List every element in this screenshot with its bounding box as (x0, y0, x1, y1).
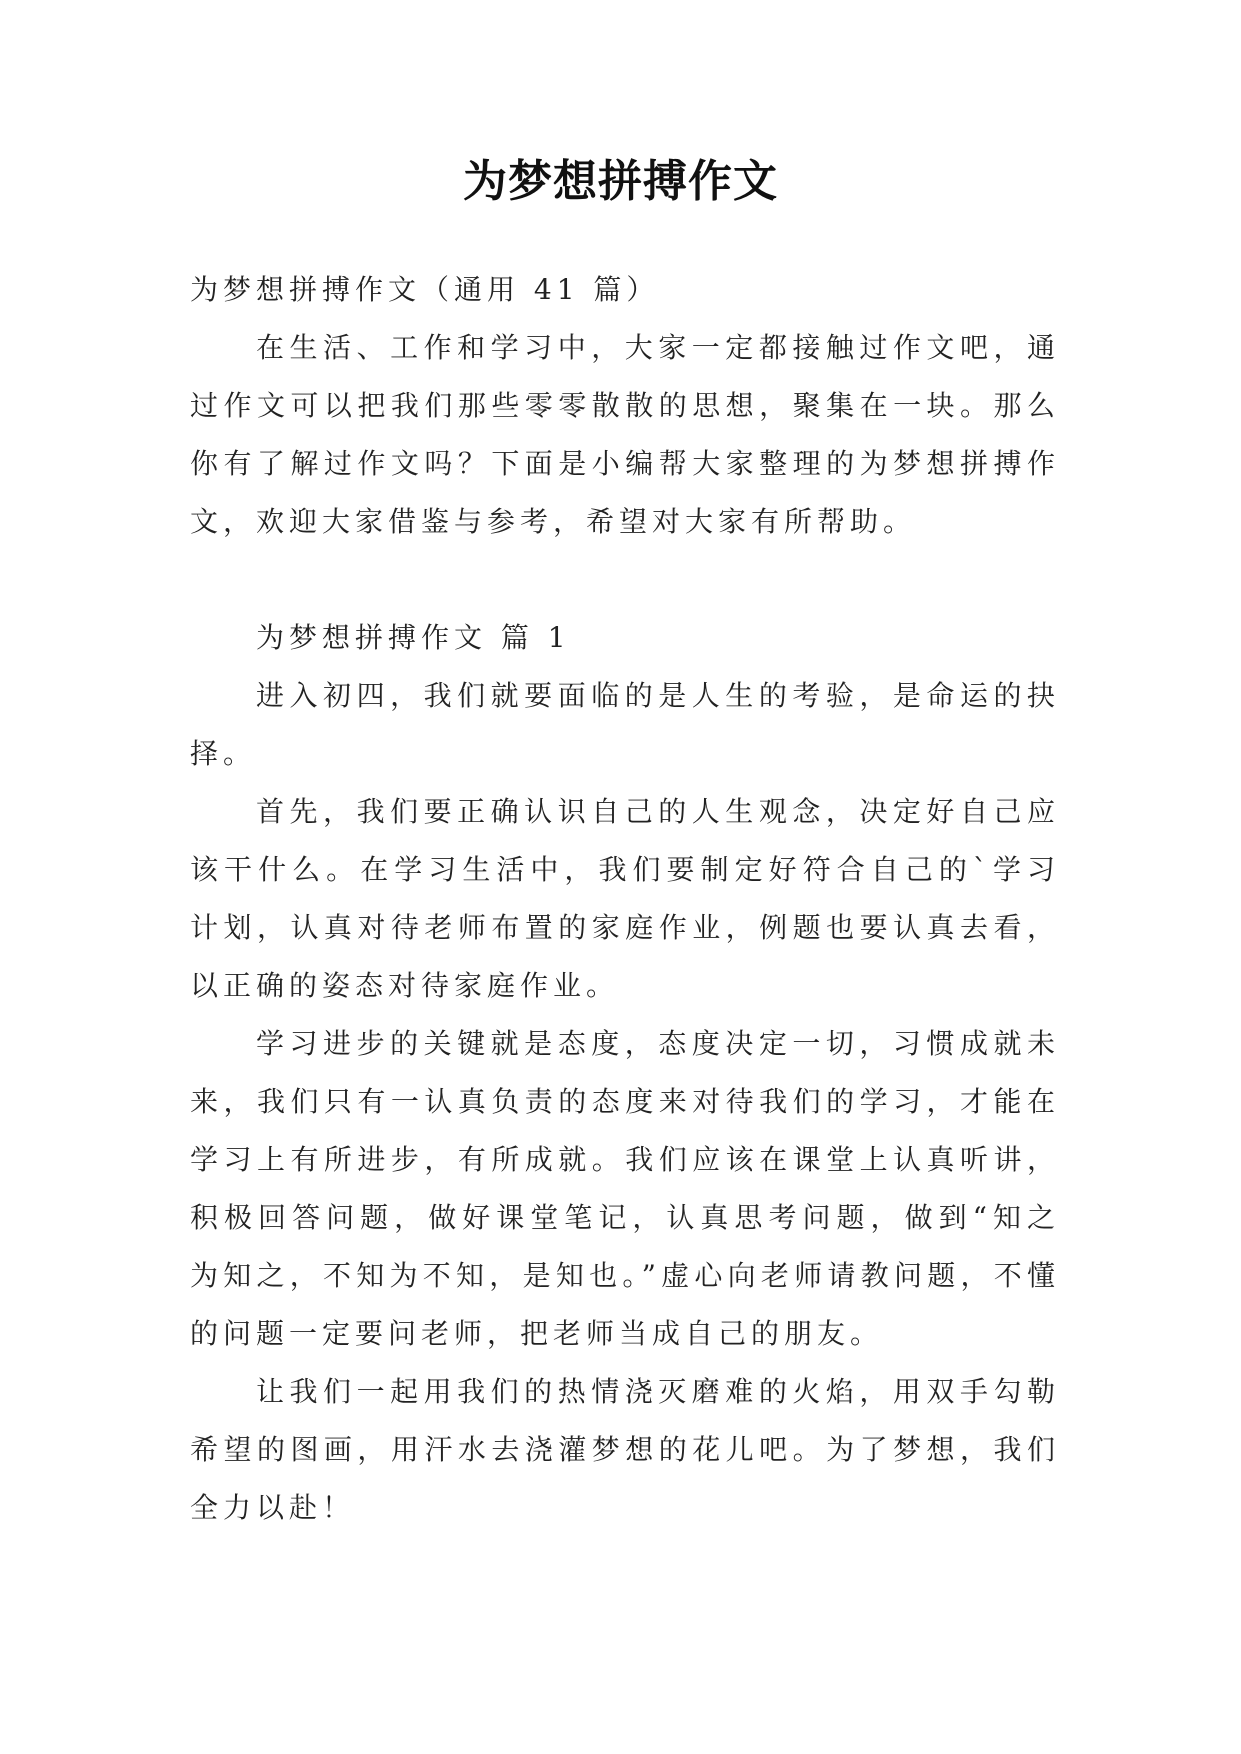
body-paragraph-1: 进入初四，我们就要面临的是人生的考验，是命运的抉择。 (190, 679, 1060, 770)
document-title: 为梦想拼搏作文 (463, 156, 778, 207)
document-subtitle: 为梦想拼搏作文（通用 41 篇） (190, 273, 660, 306)
section-heading: 为梦想拼搏作文 篇 1 (256, 621, 571, 654)
body-paragraph-4: 让我们一起用我们的热情浇灭磨难的火焰，用双手勾勒希望的图画，用汗水去浇灌梦想的花儿吧。为了梦想，我们全力以赴！ (190, 1375, 1060, 1524)
body-paragraph-2: 首先，我们要正确认识自己的人生观念，决定好自己应该干什么。在学习生活中，我们要制定好符合自己的`学习计划，认真对待老师布置的家庭作业，例题也要认真去看，以正确的姿态对待家庭作业。 (190, 795, 1060, 1002)
intro-paragraph: 在生活、工作和学习中，大家一定都接触过作文吧，通过作文可以把我们那些零零散散的思想，聚集在一块。那么你有了解过作文吗？下面是小编帮大家整理的为梦想拼搏作文，欢迎大家借鉴与参考，希望对大家有所帮助。 (190, 331, 1060, 538)
body-paragraph-3: 学习进步的关键就是态度，态度决定一切，习惯成就未来，我们只有一认真负责的态度来对待我们的学习，才能在学习上有所进步，有所成就。我们应该在课堂上认真听讲，积极回答问题，做好课堂笔记，认真思考问题，做到“知之为知之，不知为不知，是知也。”虚心向老师请教问题，不懂的问题一定要问老师，把老师当成自己的朋友。 (190, 1027, 1060, 1350)
document-body (190, 261, 1060, 1537)
paragraph-gap (190, 551, 1060, 609)
